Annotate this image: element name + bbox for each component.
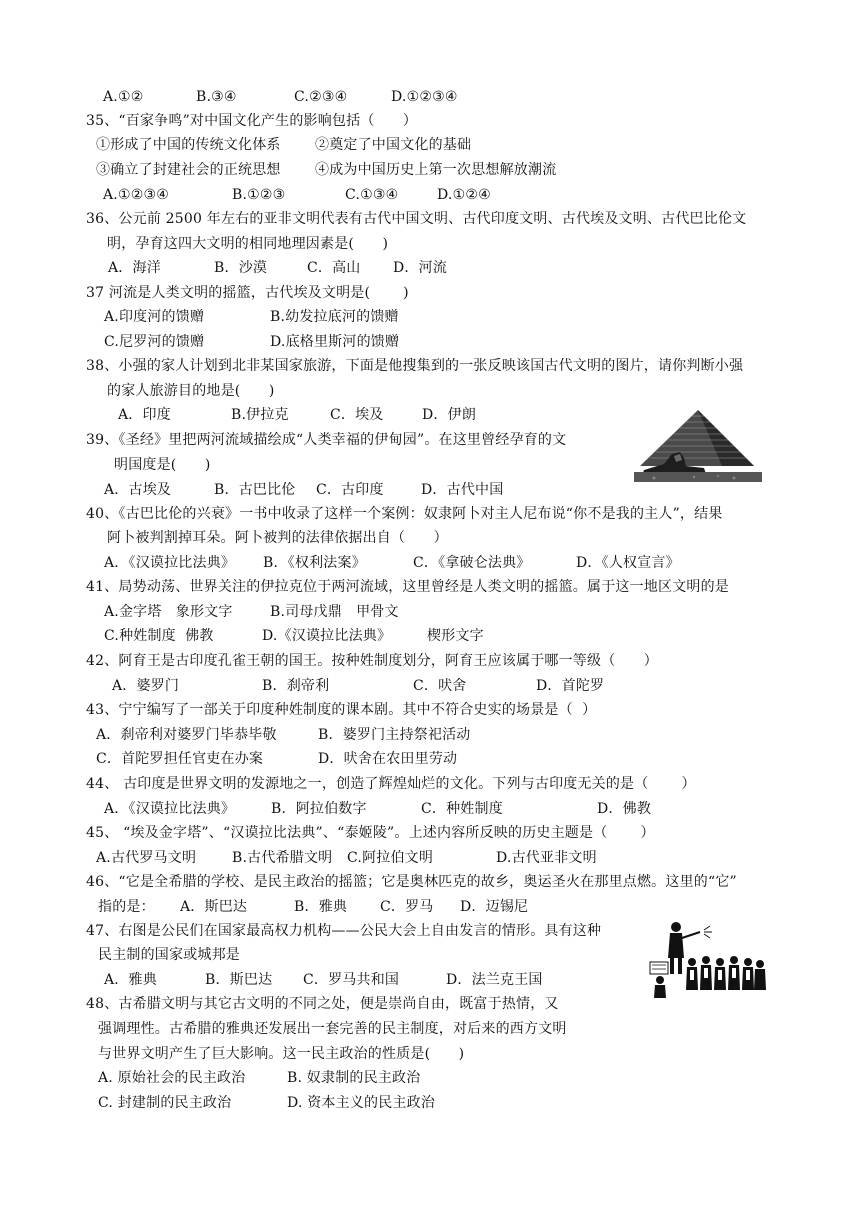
question-text: 阿卜被判割掉耳朵。阿卜被判的法律依据出自（ ） <box>107 530 448 546</box>
answer-option: B．斯巴达 <box>205 972 273 988</box>
answer-option: B．刹帝利 <box>262 678 330 694</box>
question-text: 与世界文明产生了巨大影响。这一民主政治的性质是( ) <box>98 1046 465 1062</box>
answer-option: D.古代亚非文明 <box>496 850 597 866</box>
answer-option: C．首陀罗担任官吏在办案 <box>96 751 264 767</box>
answer-option: D．河流 <box>393 260 448 276</box>
citizens-assembly-image <box>648 918 768 998</box>
question-text: 36、公元前 2500 年左右的亚非文明代表有古代中国文明、古代印度文明、古代埃及文明、古代巴比伦文 <box>86 211 747 227</box>
answer-option: A.①② <box>103 89 144 105</box>
answer-option: C．古印度 <box>316 482 384 498</box>
answer-option: B.幼发拉底河的馈赠 <box>270 309 399 325</box>
question-text: 的家人旅游目的地是( ) <box>107 383 275 399</box>
answer-option: ③确立了封建社会的正统思想 <box>96 162 281 178</box>
answer-option: A．雅典 <box>104 972 157 988</box>
answer-option: C.种姓制度 佛教 <box>104 628 214 644</box>
answer-option: 楔形文字 <box>427 628 484 644</box>
question-text: 35、“百家争鸣”对中国文化产生的影响包括（ ） <box>86 113 418 129</box>
question-text: 41、局势动荡、世界关注的伊拉克位于两河流域，这里曾经是人类文明的摇篮。属于这一地区文明的是 <box>86 579 730 595</box>
answer-option: ②奠定了中国文化的基础 <box>315 137 472 153</box>
answer-option: B．《权利法案》 <box>263 555 366 571</box>
answer-option: C．种姓制度 <box>421 801 503 817</box>
answer-option: B. 奴隶制的民主政治 <box>287 1070 421 1086</box>
answer-option: A．婆罗门 <box>112 678 180 694</box>
answer-option: B.③④ <box>196 89 237 105</box>
answer-option: C. 封建制的民主政治 <box>98 1095 232 1111</box>
answer-option: B.①②③ <box>232 187 286 203</box>
question-text: 43、宁宁编写了一部关于印度种姓制度的课本剧。其中不符合史实的场景是（ ） <box>86 702 597 718</box>
question-text: 38、小强的家人计划到北非某国家旅游，下面是他搜集到的一张反映该国古代文明的图片，请你判断小强 <box>86 358 744 374</box>
answer-option: C．罗马共和国 <box>303 972 400 988</box>
question-text: 47、右图是公民们在国家最高权力机构——公民大会上自由发言的情形。具有这种 <box>86 923 602 939</box>
answer-option: D.《汉谟拉比法典》 <box>262 628 392 644</box>
question-text: 42、阿育王是古印度孔雀王朝的国王。按种姓制度划分，阿育王应该属于哪一等级（ ） <box>86 653 659 669</box>
answer-option: B．阿拉伯数字 <box>271 801 367 817</box>
answer-option: A.古代罗马文明 <box>96 850 197 866</box>
answer-option: A．海洋 <box>108 260 161 276</box>
question-text: 强调理性。古希腊的雅典还发展出一套完善的民主制度，对后来的西方文明 <box>98 1021 567 1037</box>
question-text: 37 河流是人类文明的摇篮，古代埃及文明是( ) <box>86 285 409 301</box>
question-text: 39、《圣经》里把两河流域描绘成“人类幸福的伊甸园”。在这里曾经孕育的文 <box>86 432 567 448</box>
answer-option: A. 原始社会的民主政治 <box>98 1070 246 1086</box>
answer-option: C．吠舍 <box>413 678 467 694</box>
answer-option: A.金字塔 象形文字 <box>104 604 233 620</box>
answer-option: A.①②③④ <box>103 187 169 203</box>
answer-option: B.古代希腊文明 <box>232 850 333 866</box>
question-text: 44、 古印度是世界文明的发源地之一，创造了辉煌灿烂的文化。下列与古印度无关的是（ ） <box>86 776 696 792</box>
answer-option: B.伊拉克 <box>231 407 289 423</box>
answer-option: C.②③④ <box>294 89 348 105</box>
answer-option: D．吠舍在农田里劳动 <box>318 751 458 767</box>
pyramid-sphinx-image <box>634 406 762 482</box>
answer-option: A．古埃及 <box>104 482 172 498</box>
answer-option: B．雅典 <box>294 899 348 915</box>
question-text: 48、古希腊文明与其它古文明的不同之处，便是崇尚自由，既富于热情，又 <box>86 996 559 1012</box>
answer-option: D．迈锡尼 <box>460 899 529 915</box>
answer-option: D.底格里斯河的馈赠 <box>270 334 400 350</box>
answer-option: B．古巴比伦 <box>214 482 296 498</box>
answer-option: D．古代中国 <box>421 482 504 498</box>
answer-option: D. 资本主义的民主政治 <box>287 1095 436 1111</box>
question-text: 40、《古巴比伦的兴衰》一书中收录了这样一个案例：奴隶阿卜对主人尼布说“你不是我的主人”，结果 <box>86 506 723 522</box>
answer-option: C．高山 <box>307 260 361 276</box>
answer-option: C.尼罗河的馈赠 <box>104 334 205 350</box>
answer-option: B．婆罗门主持祭祀活动 <box>318 727 471 743</box>
answer-option: D.①②④ <box>437 187 491 203</box>
answer-option: A.印度河的馈赠 <box>104 309 205 325</box>
question-text: 46、“它是全希腊的学校、是民主政治的摇篮；它是奥林匹克的故乡，奥运圣火在那里点燃。这里的“它” <box>86 874 737 890</box>
answer-option: B．沙漠 <box>214 260 268 276</box>
question-text: 明国度是( ) <box>114 457 211 473</box>
answer-option: C.①③④ <box>345 187 399 203</box>
answer-option: C.阿拉伯文明 <box>347 850 434 866</box>
answer-option: D.①②③④ <box>391 89 458 105</box>
question-text: 明，孕育这四大文明的相同地理因素是( ) <box>107 236 389 252</box>
answer-option: C．埃及 <box>330 407 384 423</box>
answer-option: D．法兰克王国 <box>446 972 543 988</box>
answer-option: A．《汉谟拉比法典》 <box>104 555 236 571</box>
answer-option: A．《汉谟拉比法典》 <box>104 801 236 817</box>
question-text: 45、 “埃及金字塔”、“汉谟拉比法典”、“泰姬陵”。上述内容所反映的历史主题是（ ） <box>86 825 655 841</box>
answer-option: ④成为中国历史上第一次思想解放潮流 <box>315 162 557 178</box>
answer-option: D．首陀罗 <box>536 678 605 694</box>
answer-option: 指的是： <box>98 899 155 915</box>
question-text: 民主制的国家或城邦是 <box>98 947 240 963</box>
answer-option: ①形成了中国的传统文化体系 <box>96 137 281 153</box>
answer-option: C．《拿破仑法典》 <box>413 555 531 571</box>
answer-option: B.司母戊鼎 甲骨文 <box>270 604 399 620</box>
answer-option: D．伊朗 <box>422 407 477 423</box>
answer-option: A．印度 <box>118 407 171 423</box>
answer-option: A．斯巴达 <box>180 899 248 915</box>
answer-option: C．罗马 <box>380 899 434 915</box>
answer-option: A．刹帝利对婆罗门毕恭毕敬 <box>96 727 277 743</box>
answer-option: D．佛教 <box>597 801 652 817</box>
answer-option: D．《人权宣言》 <box>576 555 680 571</box>
